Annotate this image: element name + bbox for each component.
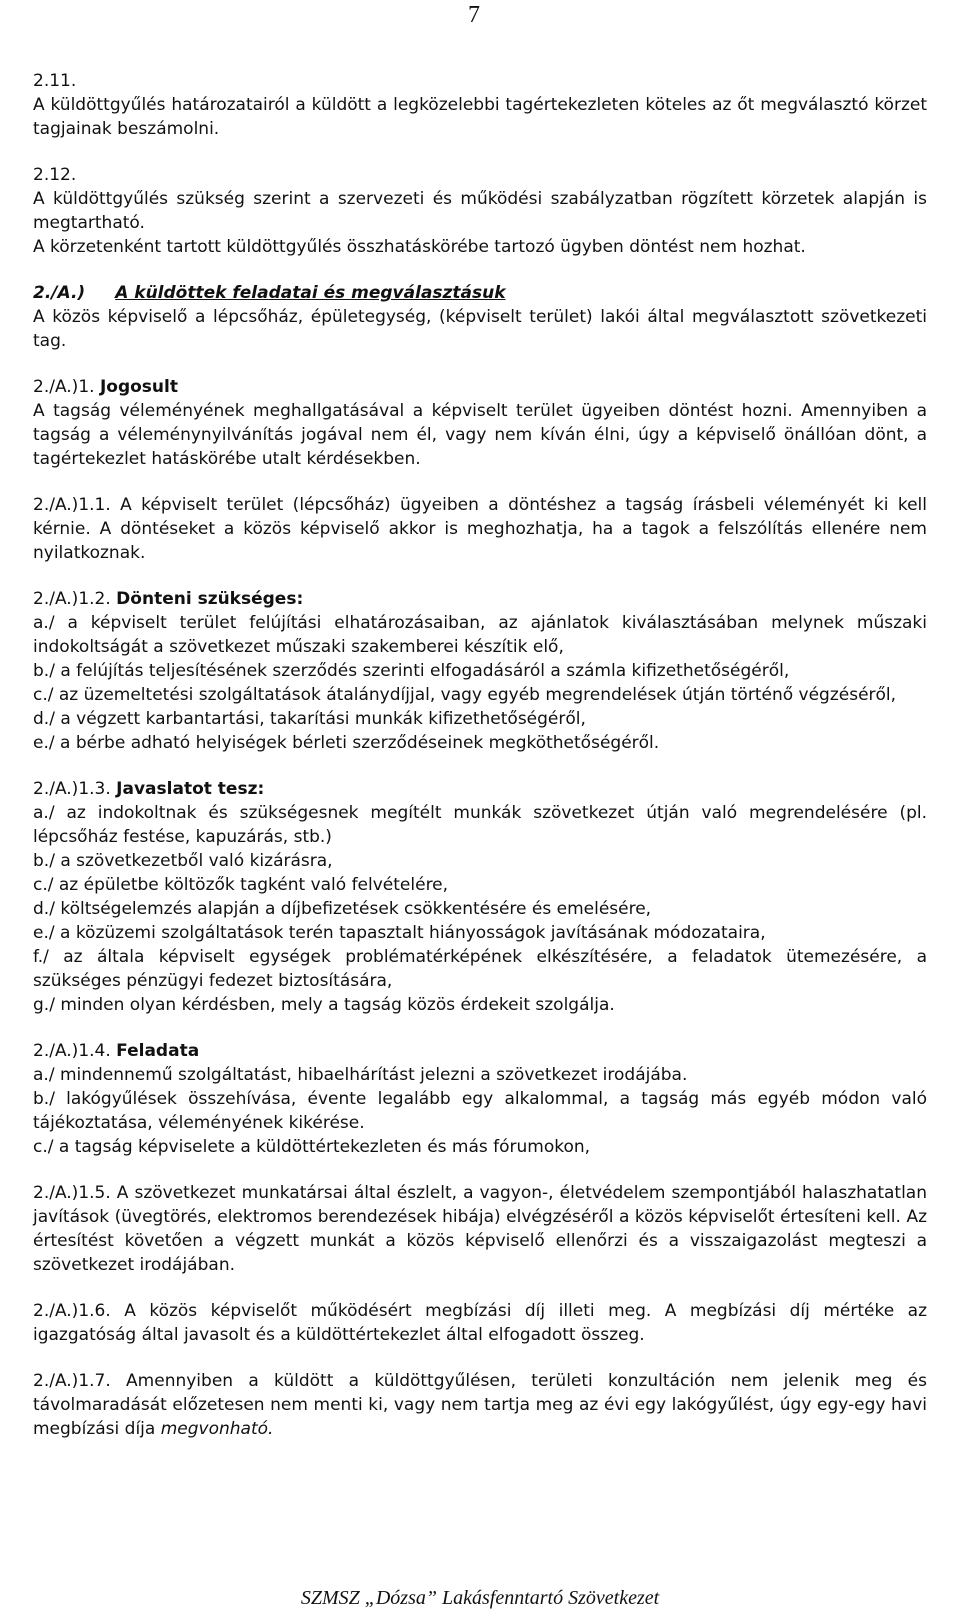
paragraph: A tagság véleményének meghallgatásával a képviselt terület ügyeiben döntést hozni. Amennyiben a tagság a véleménynyilvánítás jogával nem él, vagy nem kíván élni, úgy a képviselő önállóan dönt, a tagértekezlet hatáskörébe utalt kérdésekben. xyxy=(33,401,927,469)
section-heading xyxy=(33,587,927,611)
list-item: a./ mindennemű szolgáltatást, hibaelhárítást jelezni a szövetkezet irodájába. xyxy=(33,1065,688,1085)
list-item: a./ az indokoltnak és szükségesnek megítélt munkák szövetkezet útján való megrendelésére (pl. lépcsőház festése, kapuzárás, stb.) xyxy=(33,803,927,847)
section-heading xyxy=(33,375,927,399)
section-number: 2./A.)1.2. xyxy=(33,589,111,609)
list-item: f./ az általa képviselt egységek problématérképének elkészítésére, a feladatok ütemezésére, a szükséges pénzügyi fedezet biztosítására, xyxy=(33,947,927,991)
list-item: e./ a közüzemi szolgáltatások terén tapasztalt hiányosságok javításának módozataira, xyxy=(33,923,766,943)
section-2-A xyxy=(33,281,927,353)
emphasized-word: megvonható. xyxy=(160,1419,274,1439)
section-number: 2.11. xyxy=(33,71,77,91)
section-title: Javaslatot tesz: xyxy=(116,779,265,799)
list-item: b./ lakógyűlések összehívása, évente legalább egy alkalommal, a tagság más egyéb módon való tájékoztatása, véleményének kikérése. xyxy=(33,1089,927,1133)
paragraph: A körzetenként tartott küldöttgyűlés összhatáskörébe tartozó ügyben döntést nem hozhat. xyxy=(33,237,806,257)
list-item: b./ a szövetkezetből való kizárásra, xyxy=(33,851,333,871)
list-item: a./ a képviselt terület felújítási elhatározásaiban, az ajánlatok kiválasztásában melynek műszaki indokoltságát a szövetkezet műszaki szakemberei készítik elő, xyxy=(33,613,927,657)
section-title: Feladata xyxy=(116,1041,200,1061)
list-item: b./ a felújítás teljesítésének szerződés szerinti elfogadásáról a számla kifizethetőségéről, xyxy=(33,661,790,681)
list-item: g./ minden olyan kérdésben, mely a tagság közös érdekeit szolgálja. xyxy=(33,995,615,1015)
section-number: 2./A.) xyxy=(33,283,86,303)
list-item: c./ a tagság képviselete a küldöttértekezleten és más fórumokon, xyxy=(33,1137,591,1157)
page-number: 7 xyxy=(468,2,480,28)
list-item: c./ az épületbe költözők tagként való felvételére, xyxy=(33,875,449,895)
paragraph: 2./A.)1.5. A szövetkezet munkatársai által észlelt, a vagyon-, életvédelem szempontjából halaszhatatlan javítások (üvegtörés, elektromos berendezések hibája) elvégzéséről a közös képviselőt értesíteni kell. Az értesítést követően a végzett munkát a közös képviselő ellenőrzi és a visszaigazolást megteszi a szövetkezet irodájában. xyxy=(33,1183,927,1275)
section-heading xyxy=(33,777,927,801)
paragraph-text: 2./A.)1.7. Amennyiben a küldött a küldöttgyűlésen, területi konzultáción nem jelenik meg és távolmaradását előzetesen nem menti ki, vagy nem tartja meg az évi egy lakógyűlést, úgy egy-egy havi megbízási díja xyxy=(33,1371,927,1439)
section-2-11 xyxy=(33,69,927,141)
list-item: d./ költségelemzés alapján a díjbefizetések csökkentésére és emelésére, xyxy=(33,899,652,919)
list-item: e./ a bérbe adható helyiségek bérleti szerződéseinek megköthetőségéről. xyxy=(33,733,660,753)
paragraph: A küldöttgyűlés szükség szerint a szervezeti és működési szabályzatban rögzített körzetek alapján is megtartható. xyxy=(33,189,927,233)
paragraph: 2./A.)1.1. A képviselt terület (lépcsőház) ügyeiben a döntéshez a tagság írásbeli véleményét ki kell kérnie. A döntéseket a közös képviselő akkor is meghozhatja, ha a tagok a felszólítás ellenére nem nyilatkoznak. xyxy=(33,495,927,563)
section-2-A-1-4 xyxy=(33,1039,927,1159)
section-title: Jogosult xyxy=(99,377,178,397)
section-title: Dönteni szükséges: xyxy=(116,589,304,609)
section-number: 2.12. xyxy=(33,165,77,185)
section-heading xyxy=(33,1039,927,1063)
section-2-A-1-2 xyxy=(33,587,927,755)
page-footer: SZMSZ „Dózsa” Lakásfenntartó Szövetkezet xyxy=(300,1587,660,1609)
section-number: 2./A.)1.3. xyxy=(33,779,111,799)
section-2-A-1-3 xyxy=(33,777,927,1017)
document-body xyxy=(33,69,927,1441)
paragraph: 2./A.)1.6. A közös képviselőt működésért megbízási díj illeti meg. A megbízási díj mértéke az igazgatóság által javasolt és a küldöttértekezlet által elfogadott összeg. xyxy=(33,1301,927,1345)
section-heading xyxy=(33,281,927,305)
section-2-A-1-5 xyxy=(33,1181,927,1277)
section-2-A-1-1 xyxy=(33,493,927,565)
section-number: 2./A.)1. xyxy=(33,377,95,397)
paragraph: A küldöttgyűlés határozatairól a küldött a legközelebbi tagértekezleten köteles az őt megválasztó körzet tagjainak beszámolni. xyxy=(33,95,927,139)
paragraph xyxy=(33,1369,927,1441)
section-title: A küldöttek feladatai és megválasztásuk xyxy=(115,283,506,303)
list-item: d./ a végzett karbantartási, takarítási munkák kifizethetőségéről, xyxy=(33,709,586,729)
section-2-12 xyxy=(33,163,927,259)
list-item: c./ az üzemeltetési szolgáltatások átalánydíjjal, vagy egyéb megrendelések útján történő végzéséről, xyxy=(33,685,897,705)
paragraph: A közös képviselő a lépcsőház, épületegység, (képviselt terület) lakói által megválasztott szövetkezeti tag. xyxy=(33,307,927,351)
section-number: 2./A.)1.4. xyxy=(33,1041,111,1061)
section-2-A-1-7 xyxy=(33,1369,927,1441)
section-2-A-1-6 xyxy=(33,1299,927,1347)
section-2-A-1 xyxy=(33,375,927,471)
